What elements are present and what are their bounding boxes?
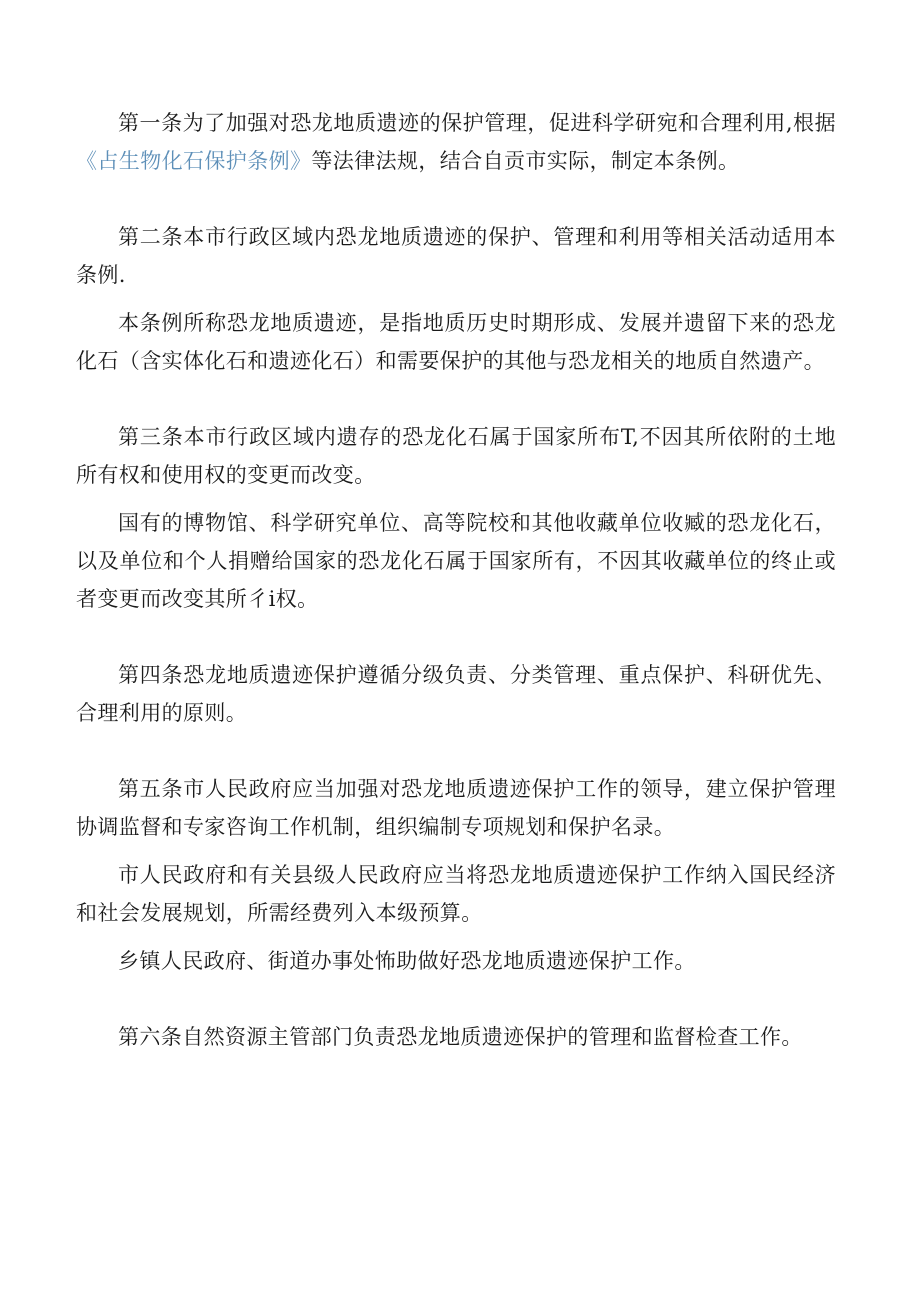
article-2-definition-text: 本条例所称恐龙地质遗迹，是指地质历史时期形成、发展并遗留下来的恐龙化石（含实体化石和遗迹化石）和需要保护的其他与恐龙相关的地质自然遗产。 [76, 311, 836, 373]
article-1-text-b: 等法律法规，结合自贡市实际，制定本条例。 [311, 149, 740, 173]
paragraph-article-6 [76, 1018, 836, 1056]
article-5-township-text: 乡镇人民政府、街道办事处怖助做好恐龙地质遗迹保护工作。 [118, 949, 696, 973]
paragraph-article-2-definition [76, 304, 836, 380]
paragraph-article-4 [76, 656, 836, 732]
article-3-ownership-text: 国有的博物馆、科学研究单位、高等院校和其他收藏单位收臧的恐龙化石，以及单位和个人捐赠给国家的恐龙化石属于国家所有，不因其收藏单位的终止或者变更而改变其所彳i权。 [76, 511, 836, 611]
paragraph-article-5-township [76, 942, 836, 980]
article-6-text: 第六条自然资源主管部门负责恐龙地质遗迹保护的管理和监督检查工作。 [118, 1025, 803, 1049]
article-5-text: 第五条市人民政府应当加强对恐龙地质遗迹保护工作的领导，建立保护管理协调监督和专家咨询工作机制，组织编制专项规划和保护名录。 [76, 777, 836, 839]
article-4-text: 第四条恐龙地质遗迹保护遵循分级负责、分类管理、重点保护、科研优先、合理利用的原则。 [76, 663, 836, 725]
paragraph-article-1 [76, 104, 836, 180]
regulation-reference-link[interactable]: 《占生物化石保护条例》 [76, 149, 312, 173]
paragraph-article-3 [76, 418, 836, 494]
paragraph-article-5-budget [76, 856, 836, 932]
paragraph-article-5 [76, 770, 836, 846]
article-1-text-a: 第一条为了加强对恐龙地质遗迹的保护管理，促进科学研宛和合理利用,根据 [118, 111, 836, 135]
article-3-text: 第三条本市行政区域内遗存的恐龙化石属于国家所布T,不因其所依附的土地所有权和使用权的变更而改变。 [76, 425, 836, 487]
article-5-budget-text: 市人民政府和有关县级人民政府应当将恐龙地质遗迹保护工作纳入国民经济和社会发展规划，所需经费列入本级预算。 [76, 863, 836, 925]
article-2-text: 第二条本市行政区域内恐龙地质遗迹的保护、管理和利用等相关活动适用本条例. [76, 225, 836, 287]
paragraph-article-3-ownership [76, 504, 836, 618]
paragraph-article-2 [76, 218, 836, 294]
